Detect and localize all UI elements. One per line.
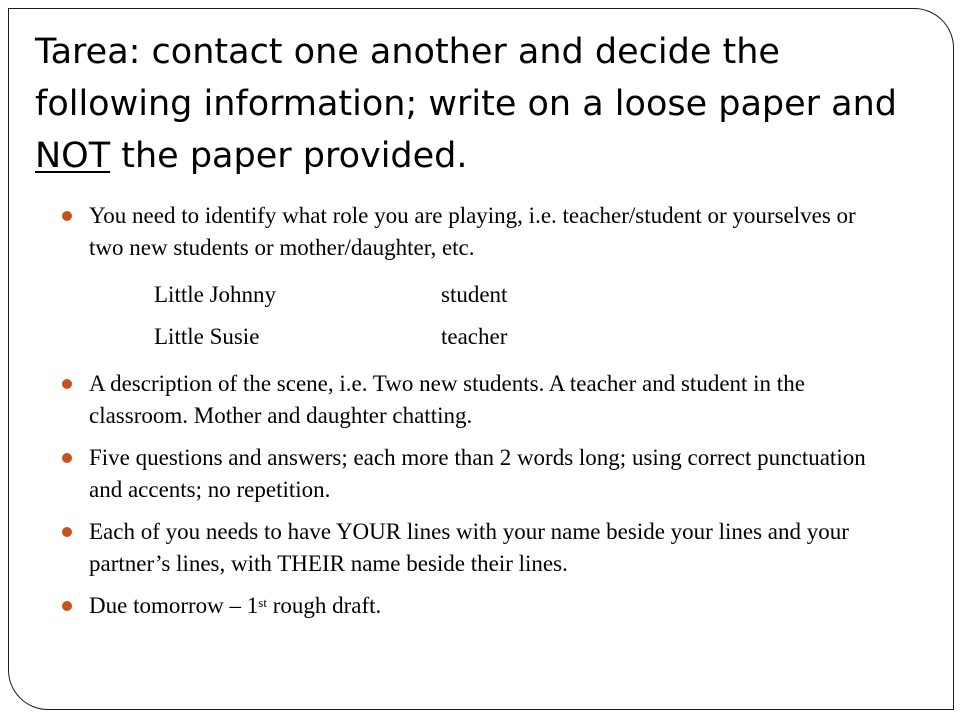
due-prefix: Due tomorrow – 1 (89, 593, 259, 618)
due-superscript: st (258, 595, 267, 610)
bullet-item-scene (62, 368, 892, 432)
bullet-item-questions (62, 442, 892, 506)
title-underlined-word: NOT (35, 136, 111, 176)
role-name: Little Susie (154, 324, 260, 349)
bullet-dot-icon (62, 527, 72, 537)
slide-body (62, 200, 892, 632)
role-role: teacher (441, 324, 508, 349)
bullet-dot-icon (62, 453, 72, 463)
title-text-part1: Tarea: contact one another and decide the following information; write on a loose paper and (35, 32, 898, 124)
bullet-dot-icon (62, 379, 72, 389)
bullet-item-role (62, 200, 892, 264)
role-name: Little Johnny (154, 282, 277, 307)
bullet-text: Five questions and answers; each more than 2 words long; using correct punctuation and accents; no repetition. (89, 445, 866, 502)
bullet-dot-icon (62, 601, 72, 611)
bullet-dot-icon (62, 211, 72, 221)
bullet-item-lines (62, 516, 892, 580)
bullet-item-due (62, 590, 892, 622)
role-list (62, 274, 892, 358)
slide-title (35, 26, 935, 182)
bullet-text: Each of you needs to have YOUR lines with your name beside your lines and your partner’s lines, with THEIR name beside their lines. (89, 519, 849, 576)
role-row (62, 274, 892, 316)
role-role: student (441, 282, 508, 307)
role-row (62, 316, 892, 358)
title-text-part2: the paper provided. (110, 136, 468, 176)
bullet-text: You need to identify what role you are playing, i.e. teacher/student or yourselves or two new students or mother/daughter, etc. (89, 203, 856, 260)
due-suffix: rough draft. (266, 593, 382, 618)
bullet-text: A description of the scene, i.e. Two new students. A teacher and student in the classroom. Mother and daughter chatting. (89, 371, 805, 428)
